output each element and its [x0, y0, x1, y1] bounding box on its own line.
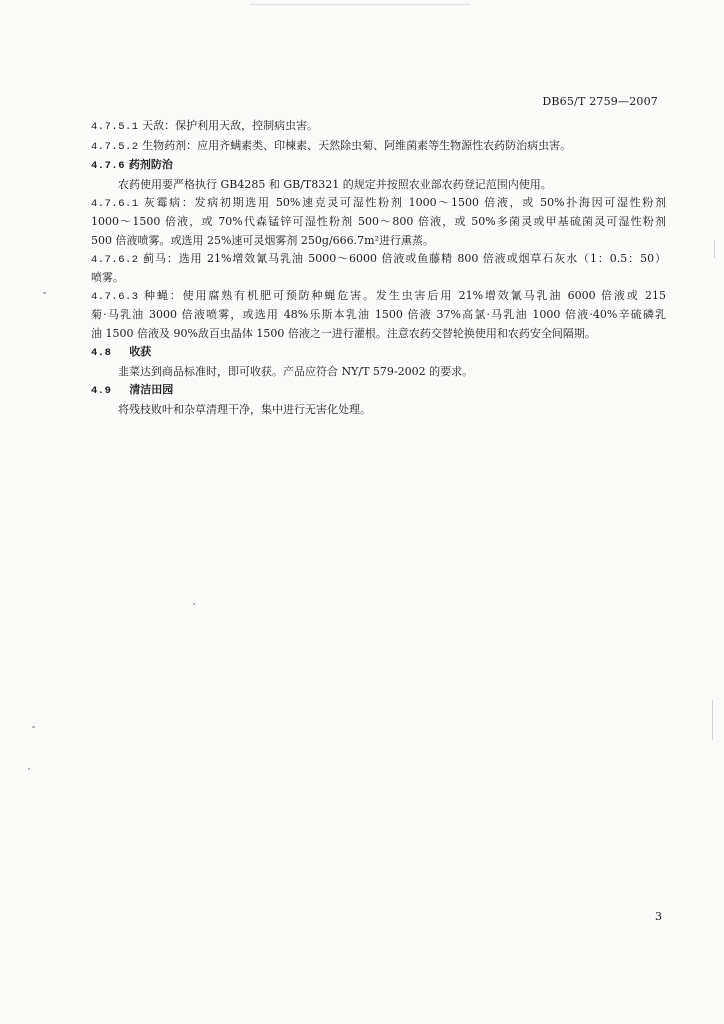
paragraph-line: 500 倍液喷雾。或选用 25%速可灵烟雾剂 250g/666.7m²进行熏蒸。 — [91, 233, 435, 247]
scan-mark — [714, 240, 715, 258]
clause-number: 4.7.6.1 — [91, 198, 139, 211]
scan-mark — [43, 292, 46, 294]
section-title: 收获 — [129, 345, 152, 359]
page-number: 3 — [655, 910, 662, 923]
paragraph-line: 喷雾。 — [91, 270, 124, 284]
clause-text: 种蝇：使用腐熟有机肥可预防种蝇危害。发生虫害后用 21%增效氰马乳油 6000 倍液或 215 — [144, 289, 666, 303]
clause-4-7-5-1 — [91, 117, 666, 137]
scan-mark — [193, 603, 195, 605]
paragraph-line: 韭菜达到商品标准时，即可收获。产品应符合 NY/T 579-2002 的要求。 — [118, 364, 474, 378]
clause-number: 4.9 — [91, 385, 112, 398]
scan-mark — [28, 768, 30, 770]
paragraph-line: 菊·马乳油 3000 倍液喷雾，或选用 48%乐斯本乳油 1500 倍液 37%高氯·马乳油 1000 倍液·40%辛硫磷乳 — [91, 307, 666, 321]
paragraph-line: 油 1500 倍液及 90%敌百虫晶体 1500 倍液之一进行灌根。注意农药交替轮换使用和农药安全间隔期。 — [91, 326, 596, 340]
clause-number: 4.7.5.1 — [91, 121, 139, 133]
standard-code: DB65/T 2759—2007 — [542, 95, 658, 108]
clause-number: 4.7.6.2 — [91, 254, 139, 267]
clause-4-7-6-3 — [91, 287, 666, 306]
scan-mark — [32, 726, 35, 728]
clause-text: 生物药剂：应用齐螨素类、印楝素、天然除虫菊、阿维菌素等生物源性农药防治病虫害。 — [142, 138, 572, 152]
paragraph-line: 将残枝败叶和杂草清理干净，集中进行无害化处理。 — [118, 402, 371, 416]
clause-number: 4.8 — [91, 347, 112, 360]
paragraph-line: 1000～1500 倍液，或 70%代森锰锌可湿性粉剂 500～800 倍液，或 50%多菌灵或甲基硫菌灵可湿性粉剂 — [91, 214, 666, 228]
paragraph-line: 农药使用要严格执行 GB4285 和 GB/T8321 的规定并按照农业部农药登记范围内使用。 — [118, 177, 552, 191]
scan-mark — [712, 700, 713, 740]
clause-text: 天敌：保护利用天敌，控制病虫害。 — [142, 119, 319, 132]
section-heading-4-7-6 — [91, 156, 666, 176]
clause-4-7-5-2 — [91, 137, 666, 157]
scan-mark — [250, 4, 470, 5]
document-body — [91, 117, 666, 420]
clause-4-7-6-2 — [91, 250, 666, 269]
section-heading-4-8 — [91, 343, 666, 363]
section-title: 药剂防治 — [128, 158, 173, 172]
clause-4-7-6-1 — [91, 194, 666, 213]
section-heading-4-9 — [91, 381, 666, 401]
clause-text: 蓟马：选用 21%增效氰马乳油 5000～6000 倍液或鱼藤精 800 倍液或烟草石灰水（1：0.5：50） — [143, 252, 666, 266]
clause-number: 4.7.5.2 — [91, 140, 139, 153]
clause-number: 4.7.6.3 — [91, 291, 139, 304]
section-title: 清洁田园 — [129, 383, 174, 397]
clause-text: 灰霉病：发病初期选用 50%速克灵可湿性粉剂 1000～1500 倍液，或 50%扑海因可湿性粉剂 — [143, 196, 666, 210]
clause-number: 4.7.6 — [91, 160, 126, 173]
